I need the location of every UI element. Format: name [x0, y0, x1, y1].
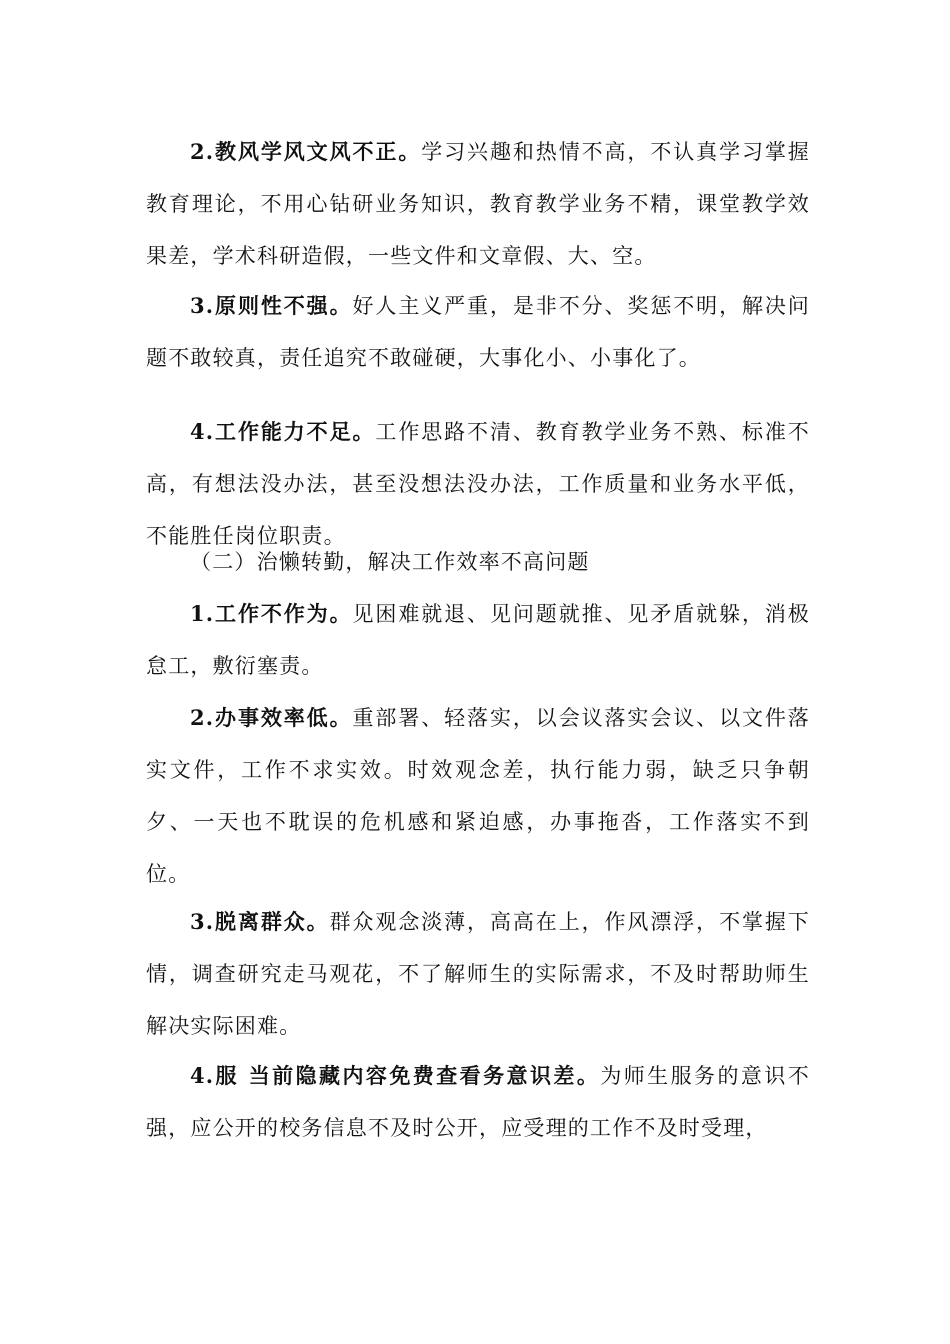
- paragraph-body: 好人主义严重，是非不分、奖惩不明，解决问题不敢较真，责任追究不敢碰硬，大事化小、小事化了。: [146, 294, 810, 370]
- paragraph-body: 见困难就退、见问题就推、见矛盾就躲，消极怠工，敷衍塞责。: [146, 602, 810, 678]
- hidden-content-text: 当前隐藏内容免费查看: [248, 1063, 484, 1088]
- paragraph-principle: [146, 280, 810, 384]
- paragraph-lead: 3.脱离群众。: [190, 909, 330, 934]
- paragraph-body: 为师生服务的意识不强，应公开的校务信息不及时公开，应受理的工作不及时受理，: [146, 1064, 811, 1140]
- paragraph-lead: 2.教风学风文风不正。: [190, 139, 422, 164]
- paragraph-efficiency: [146, 692, 810, 900]
- hidden-content-notice[interactable]: [239, 1063, 483, 1088]
- paragraph-lead: 3.原则性不强。: [190, 293, 353, 318]
- paragraph-body: 工作思路不清、教育教学业务不熟、标准不高，有想法没办法，甚至没想法没办法，工作质量和业务水平低，不能胜任岗位职责。: [146, 420, 810, 548]
- paragraph-lead: 1.工作不作为。: [190, 601, 353, 626]
- paragraph-service: [146, 1050, 810, 1154]
- paragraph-masses: [146, 896, 810, 1052]
- paragraph-lead-start: 4.服: [190, 1063, 239, 1088]
- paragraph-lead: 2.办事效率低。: [190, 705, 353, 730]
- paragraph-body: 重部署、轻落实，以会议落实会议、以文件落实文件，工作不求实效。时效观念差，执行能力弱，缺乏只争朝夕、一天也不耽误的危机感和紧迫感，办事拖沓，工作落实不到位。: [146, 706, 810, 886]
- paragraph-lead: 4.工作能力不足。: [190, 419, 376, 444]
- paragraph-body: 学习兴趣和热情不高，不认真学习掌握教育理论，不用心钻研业务知识，教育教学业务不精，课堂教学效果差，学术科研造假，一些文件和文章假、大、空。: [146, 140, 810, 268]
- section-heading: （二）治懒转勤，解决工作效率不高问题: [190, 550, 590, 574]
- paragraph-inaction: [146, 588, 810, 692]
- paragraph-teaching-style: [146, 126, 810, 282]
- paragraph-lead-end: 务意识差。: [483, 1063, 601, 1088]
- paragraph-body: 群众观念淡薄，高高在上，作风漂浮，不掌握下情，调查研究走马观花，不了解师生的实际需求，不及时帮助师生解决实际困难。: [146, 910, 810, 1038]
